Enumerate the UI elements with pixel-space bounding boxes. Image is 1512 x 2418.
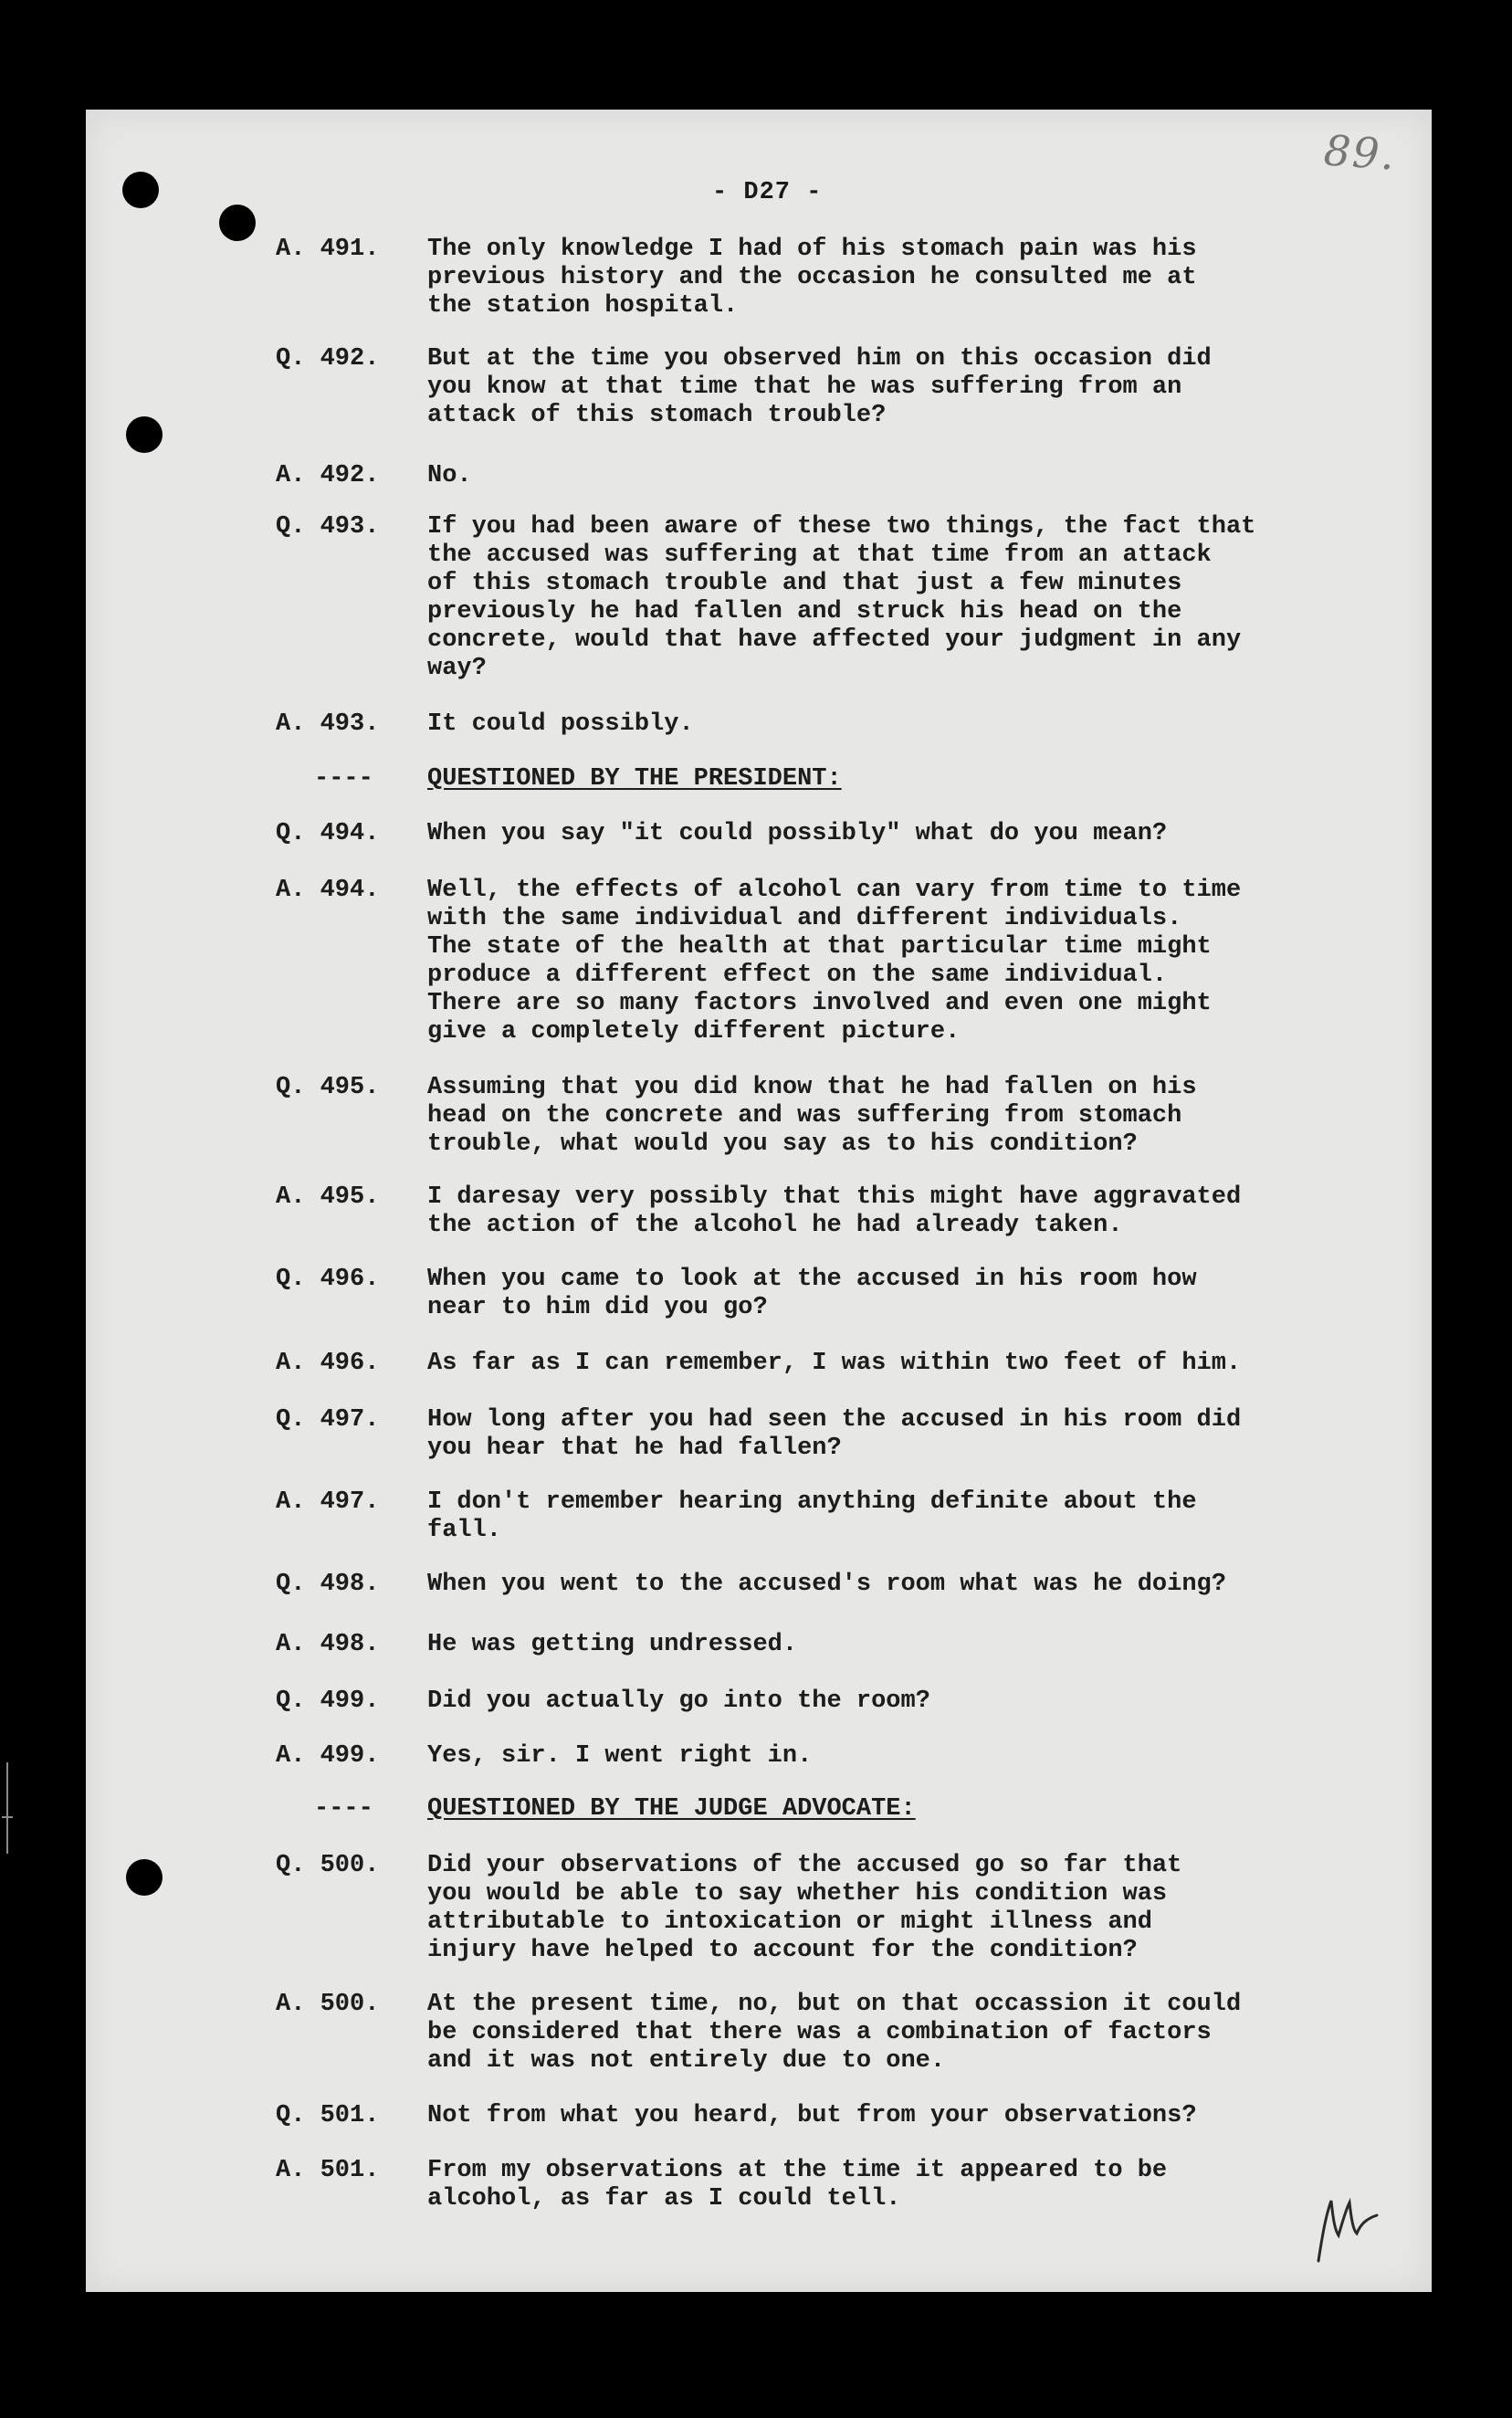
- punch-hole: [126, 416, 163, 453]
- entry-label: A. 494.: [276, 877, 380, 904]
- entry-text: Well, the effects of alcohol can vary from time to time with the same individual and different individuals. The state of the health at that particular time might produce a different effect on the same individual. There are so many factors involved and even one might give a completely different picture.: [427, 877, 1242, 1046]
- entry-text: I daresay very possibly that this might have aggravated the action of the alcohol he had already taken.: [427, 1183, 1242, 1239]
- entry-text: If you had been aware of these two things, the fact that the accused was suffering at that time from an attack of this stomach trouble and that just a few minutes previously he had fallen and struck his head on the concrete, would that have affected your judgment in any way?: [427, 513, 1256, 682]
- entry-label: Q. 501.: [276, 2102, 380, 2129]
- entry-label: Q. 498.: [276, 1571, 380, 1598]
- entry-text: Did your observations of the accused go so far that you would be able to say whether his condition was attributable to intoxication or might illness and injury have helped to account for the condition?: [427, 1852, 1182, 1964]
- entry-label: A. 499.: [276, 1742, 380, 1770]
- entry-text: When you came to look at the accused in his room how near to him did you go?: [427, 1266, 1197, 1321]
- entry-label: A. 493.: [276, 710, 380, 738]
- entry-label: A. 500.: [276, 1991, 380, 2018]
- entry-label: A. 498.: [276, 1631, 380, 1658]
- entry-label: A. 495.: [276, 1183, 380, 1211]
- entry-label: A. 497.: [276, 1488, 380, 1516]
- section-dashes: ----: [314, 765, 373, 793]
- entry-text: How long after you had seen the accused in his room did you hear that he had fallen?: [427, 1406, 1242, 1462]
- entry-label: A. 501.: [276, 2157, 380, 2184]
- entry-label: A. 491.: [276, 236, 380, 263]
- section-title: QUESTIONED BY THE PRESIDENT:: [427, 765, 842, 793]
- entry-text: No.: [427, 462, 472, 489]
- entry-label: Q. 497.: [276, 1406, 380, 1434]
- section-title: QUESTIONED BY THE JUDGE ADVOCATE:: [427, 1795, 916, 1823]
- entry-text: But at the time you observed him on this occasion did you know at that time that he was suffering from an attack of this stomach trouble?: [427, 345, 1212, 429]
- edge-scan-mark: [2, 1762, 13, 1854]
- entry-text: Assuming that you did know that he had fallen on his head on the concrete and was suffering from stomach trouble, what would you say as to his condition?: [427, 1074, 1197, 1158]
- entry-text: Yes, sir. I went right in.: [427, 1742, 813, 1770]
- entry-text: When you went to the accused's room what was he doing?: [427, 1571, 1226, 1598]
- entry-text: At the present time, no, but on that occassion it could be considered that there was a combination of factors and it was not entirely due to one.: [427, 1991, 1242, 2075]
- entry-text: The only knowledge I had of his stomach pain was his previous history and the occasion he consulted me at the station hospital.: [427, 236, 1197, 320]
- entry-label: Q. 492.: [276, 345, 380, 373]
- entry-label: Q. 493.: [276, 513, 380, 541]
- entry-label: Q. 500.: [276, 1852, 380, 1879]
- entry-text: I don't remember hearing anything definite about the fall.: [427, 1488, 1197, 1544]
- entry-text: From my observations at the time it appeared to be alcohol, as far as I could tell.: [427, 2157, 1168, 2213]
- entry-label: Q. 496.: [276, 1266, 380, 1293]
- handwritten-initials: [1311, 2182, 1384, 2265]
- entry-label: Q. 499.: [276, 1687, 380, 1715]
- entry-label: A. 492.: [276, 462, 380, 489]
- entry-label: Q. 495.: [276, 1074, 380, 1101]
- section-dashes: ----: [314, 1795, 373, 1823]
- entry-text: Did you actually go into the room?: [427, 1687, 930, 1715]
- punch-hole: [219, 205, 256, 241]
- entry-text: As far as I can remember, I was within two feet of him.: [427, 1350, 1242, 1377]
- punch-hole: [122, 172, 159, 208]
- entry-text: Not from what you heard, but from your observations?: [427, 2102, 1197, 2129]
- stamped-page-number: 89.: [1322, 125, 1398, 180]
- punch-hole: [126, 1859, 163, 1896]
- entry-text: He was getting undressed.: [427, 1631, 798, 1658]
- entry-text: It could possibly.: [427, 710, 694, 738]
- entry-text: When you say "it could possibly" what do you mean?: [427, 820, 1168, 847]
- page-header: - D27 -: [712, 179, 823, 206]
- entry-label: Q. 494.: [276, 820, 380, 847]
- entry-label: A. 496.: [276, 1350, 380, 1377]
